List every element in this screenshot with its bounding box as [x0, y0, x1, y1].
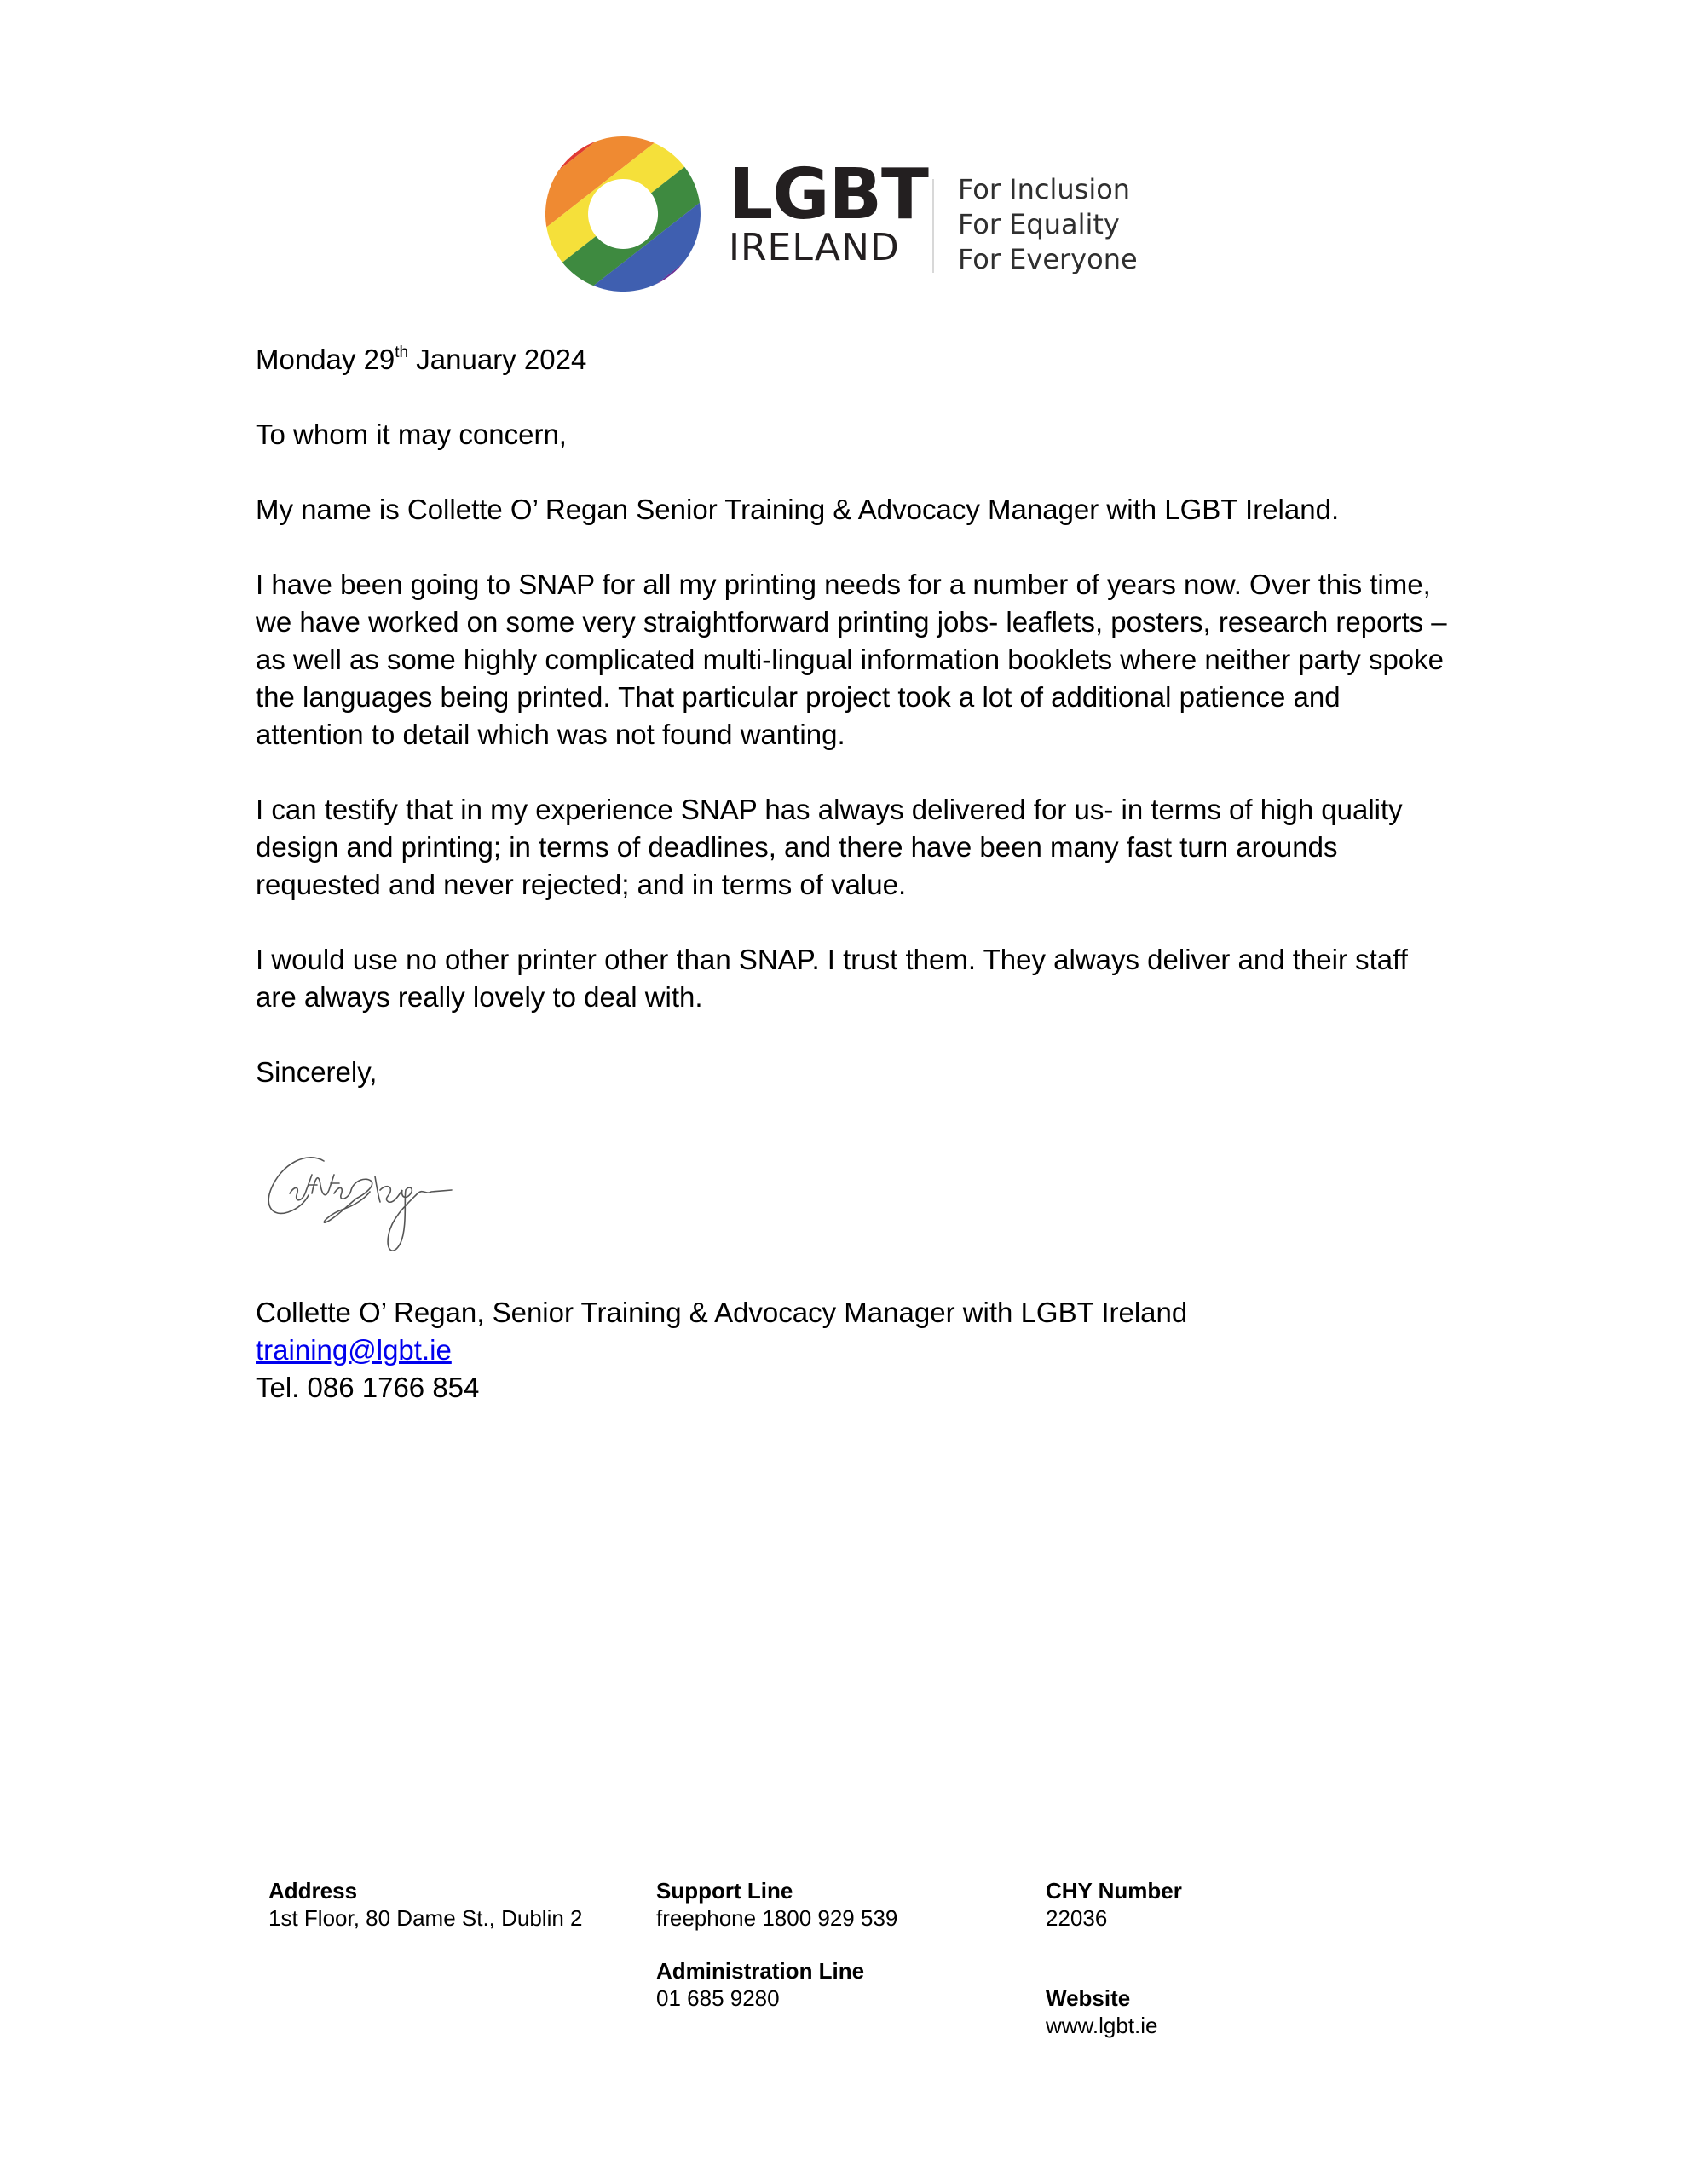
letter-salutation: To whom it may concern, [256, 419, 567, 450]
address-label: Address [268, 1878, 358, 1904]
admin-line-label: Administration Line [656, 1958, 865, 1984]
address-value: 1st Floor, 80 Dame St., Dublin 2 [268, 1905, 583, 1931]
signoff-name-title: Collette O’ Regan, Senior Training & Advocacy Manager with LGBT Ireland [256, 1297, 1188, 1328]
handwritten-signature [256, 1142, 486, 1262]
letter-paragraph: I have been going to SNAP for all my printing needs for a number of years now. Over this time, we have worked on some very straightforward printing jobs- leaflets, posters, research reports – as well as some highly complicated multi-lingual information booklets where neither party spoke the languages being printed. That particular project took a lot of additional patience and attention to detail which was not found wanting. [256, 569, 1447, 750]
lgbt-ireland-logo [545, 136, 1142, 307]
letter-closing: Sincerely, [256, 1056, 378, 1088]
support-line-value: freephone 1800 929 539 [656, 1905, 898, 1931]
letter-paragraph: I would use no other printer other than SNAP. I trust them. They always deliver and their staff are always really lovely to deal with. [256, 944, 1408, 1013]
chy-number-value: 22036 [1046, 1905, 1108, 1931]
admin-line-value: 01 685 9280 [656, 1985, 780, 2011]
footer-address [268, 1877, 583, 1932]
tagline-everyone: For Everyone [958, 243, 1138, 275]
letter-date [256, 341, 1449, 378]
rainbow-ring-icon [545, 136, 701, 292]
support-line-label: Support Line [656, 1878, 793, 1904]
signoff-phone: Tel. 086 1766 854 [256, 1372, 480, 1403]
chy-number-label: CHY Number [1046, 1878, 1182, 1904]
letter-body [256, 341, 1449, 1129]
signoff-block [256, 1294, 1187, 1407]
date-day: Monday 29 [256, 344, 395, 375]
footer-chy [1046, 1877, 1182, 2039]
tagline-inclusion: For Inclusion [958, 173, 1131, 205]
date-ordinal-suffix: th [395, 344, 409, 361]
letter-paragraph: My name is Collette O’ Regan Senior Training & Advocacy Manager with LGBT Ireland. [256, 494, 1340, 525]
tagline-equality: For Equality [958, 208, 1120, 240]
website-label: Website [1046, 1985, 1131, 2011]
logo-tagline [958, 172, 1138, 277]
logo-wordmark [729, 154, 928, 269]
footer-support-line [656, 1877, 897, 2012]
date-month-year: January 2024 [408, 344, 587, 375]
website-value: www.lgbt.ie [1046, 2013, 1158, 2038]
logo-ireland-text: IRELAND [729, 226, 900, 269]
email-link[interactable]: training@lgbt.ie [256, 1334, 452, 1366]
logo-divider [932, 179, 934, 273]
logo-lgbt-text: LGBT [729, 154, 928, 235]
letter-paragraph: I can testify that in my experience SNAP has always delivered for us- in terms of high quality design and printing; in terms of deadlines, and there have been many fast turn arounds requested and never rejected; and in terms of value. [256, 794, 1403, 900]
